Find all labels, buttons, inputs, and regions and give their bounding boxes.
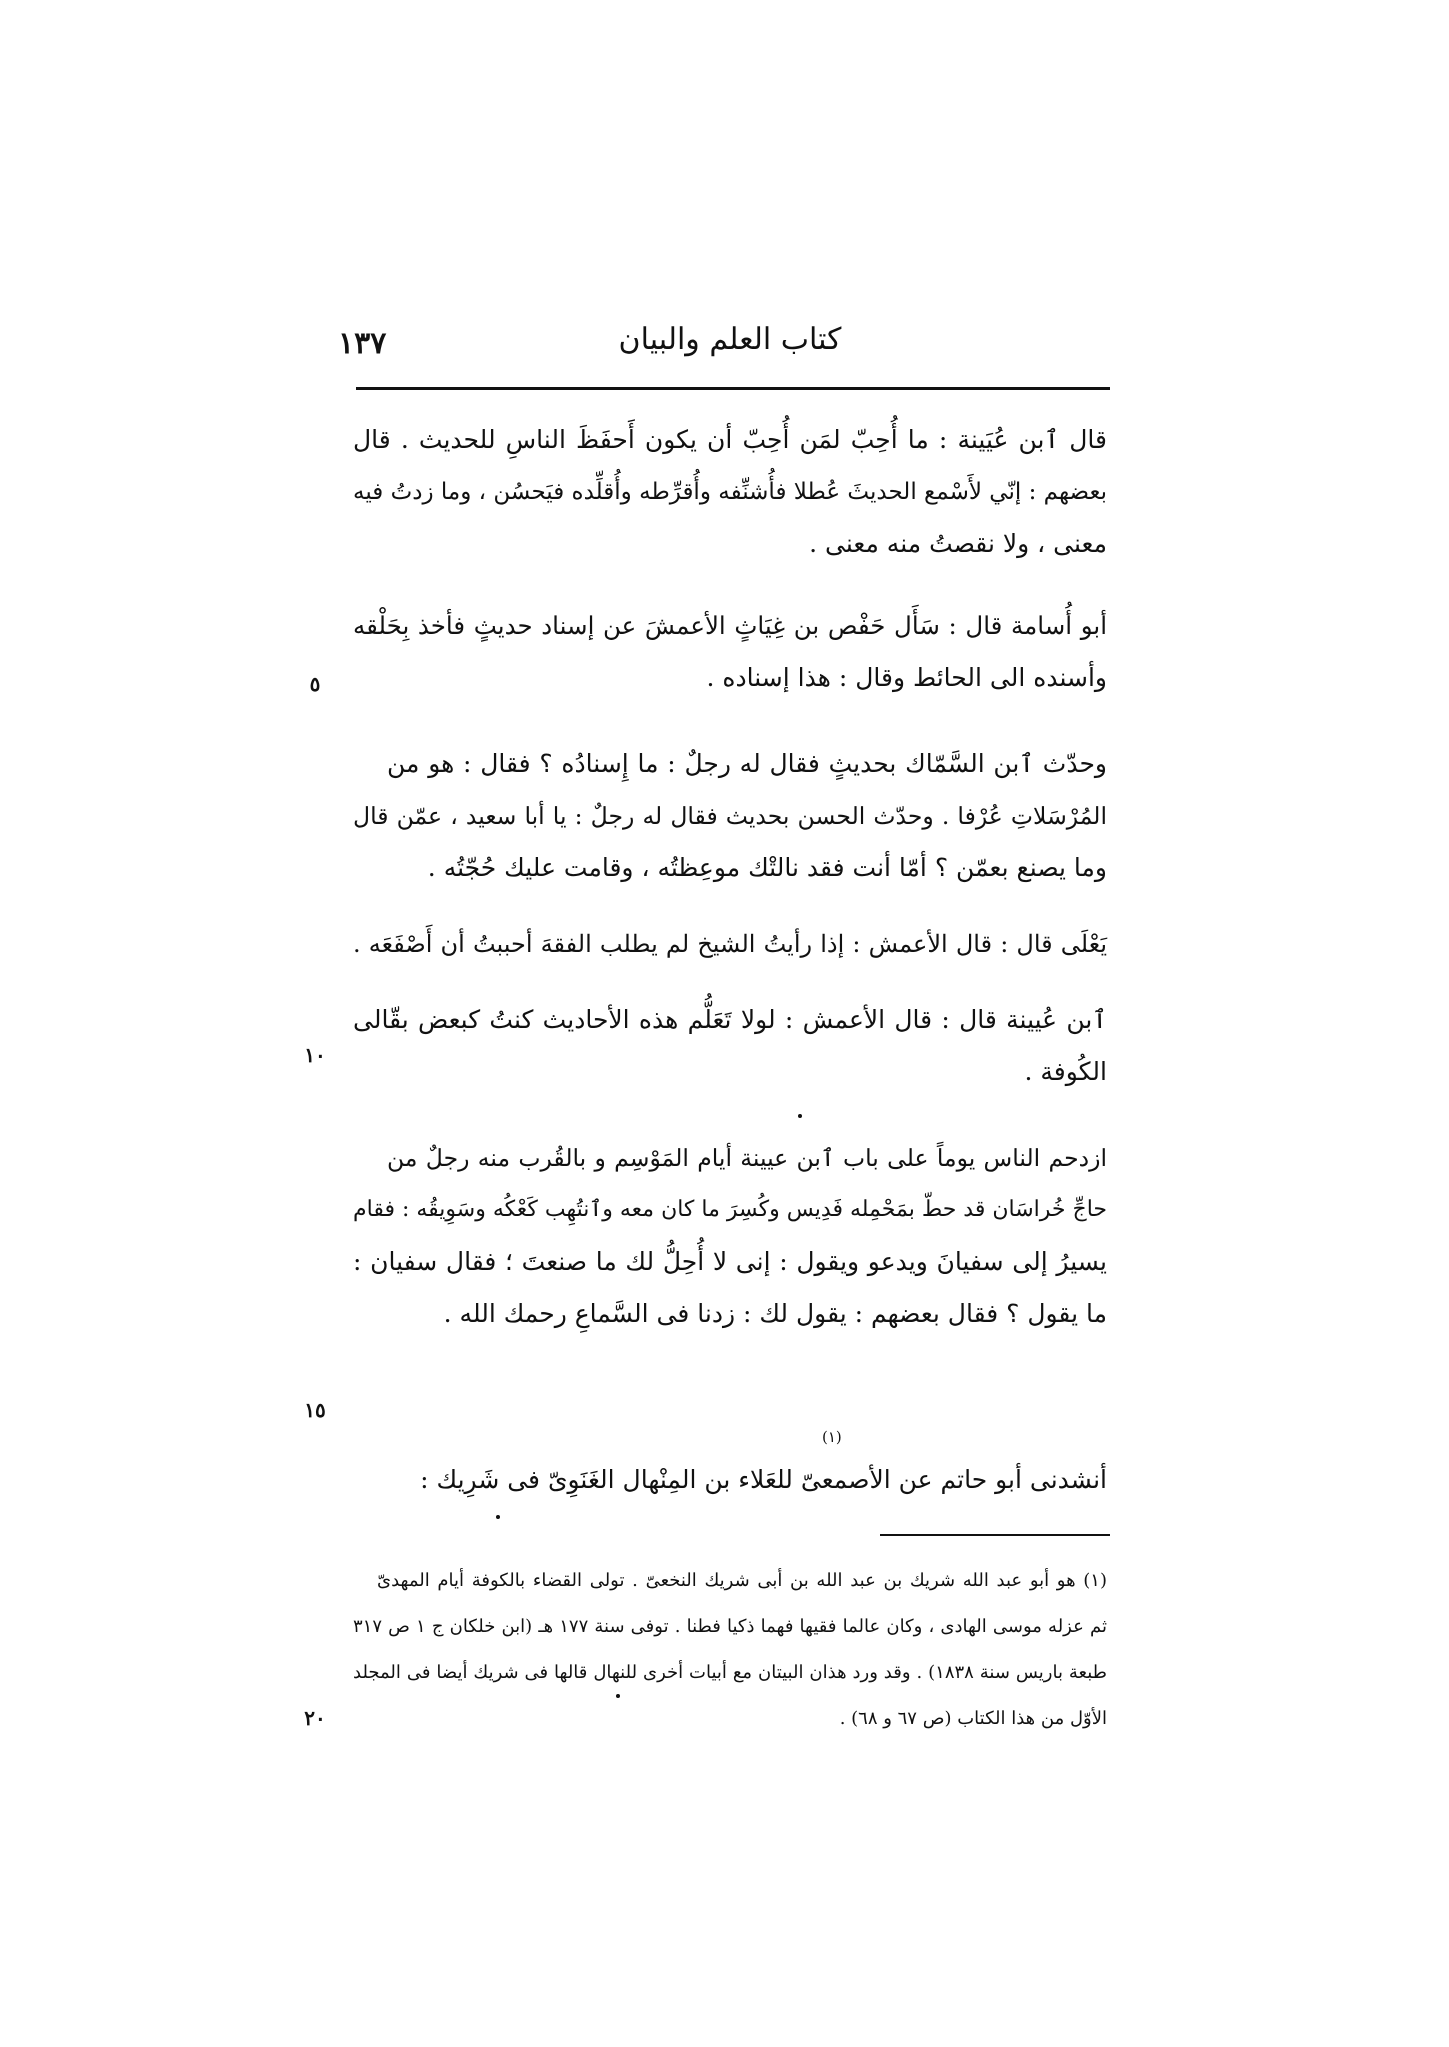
body-line: يسيرُ إلى سفيانَ ويدعو ويقول : إنى لا أُحِلُّ لك ما صنعتَ ؛ فقال سفيان :	[353, 1247, 1107, 1276]
body-line: بعضهم : إنّي لأَسْمع الحديثَ عُطلا فأُشنِّفه وأُقرِّطه وأُقلِّده فيَحسُن ، وما زدتُ فيه	[353, 479, 1107, 505]
body-line: أنشدنى أبو حاتم عن الأصمعىّ للعَلاء بن المِنْهال الغَنَوِىّ فى شَرِيك :	[420, 1465, 1107, 1494]
body-line: وأسنده الى الحائط وقال : هذا إسناده .	[706, 663, 1107, 692]
body-line: ٱبن عُيينة قال : قال الأعمش : لولا تَعَلُّم هذه الأحاديث كنتُ كبعض بقّالى	[353, 1005, 1107, 1034]
print-speck	[616, 1694, 620, 1698]
print-speck	[496, 1515, 500, 1519]
body-line: يَعْلَى قال : قال الأعمش : إذا رأيتُ الشيخ لم يطلب الفقهَ أحببتُ أن أَصْفَعَه .	[353, 930, 1107, 958]
body-line: معنى ، ولا نقصتُ منه معنى .	[809, 529, 1107, 558]
body-line: وحدّث ٱبن السَّمّاك بحديثٍ فقال له رجلٌ : ما إِسنادُه ؟ فقال : هو من	[387, 749, 1107, 778]
margin-line-number: ١٥	[304, 1398, 326, 1422]
header-rule	[356, 387, 1110, 390]
footnote-line: ثم عزله موسى الهادى ، وكان عالما فقيها فهما ذكيا فطنا . توفى سنة ١٧٧ هـ (ابن خلكان ج ١ ص ٣١٧	[353, 1616, 1107, 1637]
print-speck	[798, 1114, 802, 1118]
body-line: قال ٱبن عُيَينة : ما أُحِبّ لمَن أُحِبّ أن يكون أَحفَظَ الناسِ للحديث . قال	[353, 425, 1107, 454]
margin-line-number: ١٠	[304, 1043, 326, 1067]
footnote-line: الأوّل من هذا الكتاب (ص ٦٧ و ٦٨) .	[839, 1708, 1107, 1729]
footnote-reference[interactable]: (١)	[822, 1428, 842, 1446]
page-number: ١٣٧	[338, 326, 387, 361]
footnote-line: طبعة باريس سنة ١٨٣٨) . وقد ورد هذان البيتان مع أبيات أخرى للنهال قالها فى شريك أيضا فى المجلد	[353, 1662, 1107, 1683]
body-line: وما يصنع بعمّن ؟ أمّا أنت فقد نالتْك موعِظتُه ، وقامت عليك حُجّتُه .	[427, 853, 1107, 882]
body-line: حاجِّ خُراسَان قد حطّ بمَحْمِله فَدِيس وكُسِرَ ما كان معه وٱنتُهِب كَعْكُه وسَوِيقُه : فقام	[353, 1197, 1107, 1222]
body-line: الكُوفة .	[1024, 1057, 1107, 1086]
body-line: ما يقول ؟ فقال بعضهم : يقول لك : زدنا فى السَّماعِ رحمك الله .	[443, 1299, 1107, 1328]
body-line: أبو أُسامة قال : سَأَل حَفْص بن غِيَاثٍ الأعمشَ عن إسناد حديثٍ فأخذ بِحَلْقه	[353, 611, 1107, 640]
footnote-line: (١) هو أبو عبد الله شريك بن عبد الله بن أبى شريك النخعىّ . تولى القضاء بالكوفة أيام المهدىّ	[377, 1570, 1107, 1591]
body-line: المُرْسَلاتِ عُرْفا . وحدّث الحسن بحديث فقال له رجلٌ : يا أبا سعيد ، عمّن قال	[353, 802, 1107, 830]
margin-line-number: ٢٠	[304, 1706, 326, 1730]
running-title: كتاب العلم والبيان	[618, 322, 842, 357]
margin-line-number: ٥	[309, 672, 321, 696]
footnote-rule	[880, 1534, 1110, 1536]
body-line: ازدحم الناس يوماً على باب ٱبن عيينة أيام المَوْسِم و بالقُرب منه رجلٌ من	[387, 1144, 1107, 1172]
